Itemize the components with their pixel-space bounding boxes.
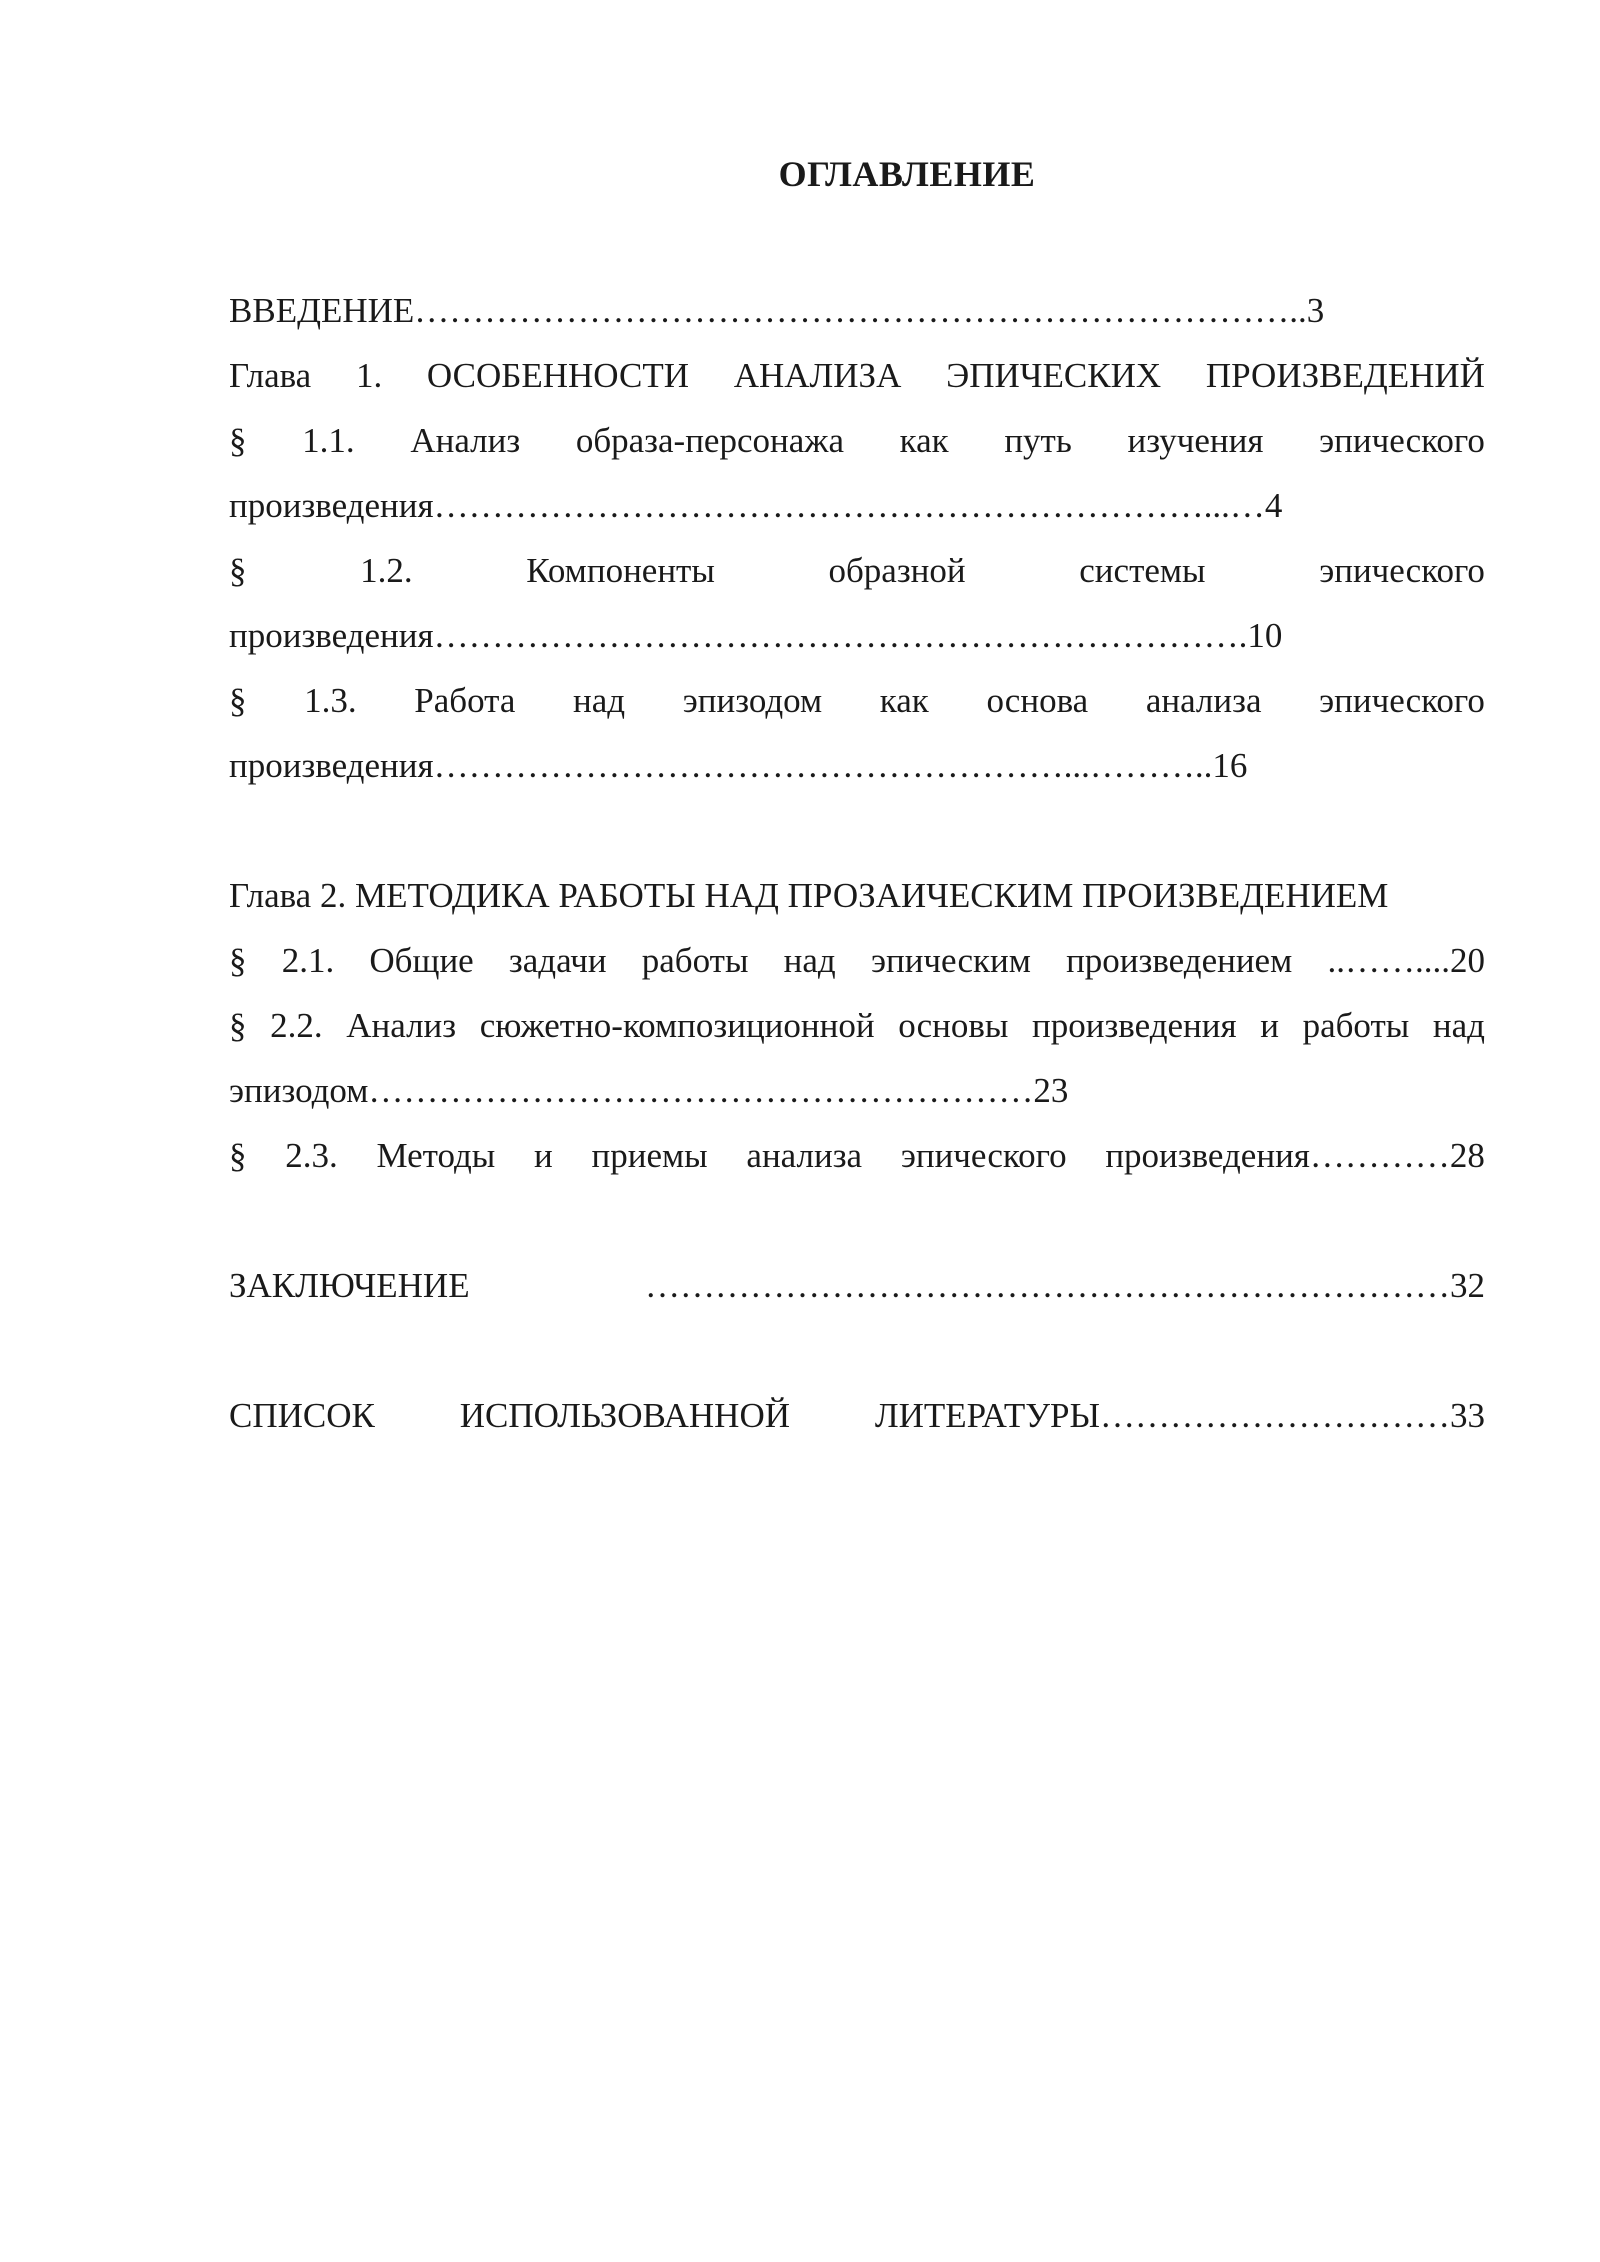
toc-word: эпическим: [870, 941, 1031, 980]
toc-word: ЭПИЧЕСКИХ: [946, 356, 1162, 395]
toc-word: §: [229, 1136, 247, 1175]
toc-entry-section-1-1: [229, 408, 1485, 473]
toc-word: анализа: [1145, 681, 1262, 720]
toc-entry-section-2-2: [229, 993, 1485, 1058]
toc-word: над: [573, 681, 626, 720]
toc-word: работы: [1302, 1006, 1410, 1045]
toc-word: произведения: [1032, 1006, 1237, 1045]
toc-word: §: [229, 421, 247, 460]
toc-word: 2.1.: [281, 941, 335, 980]
toc-word: Компоненты: [526, 551, 715, 590]
toc-word: 2.2.: [270, 1006, 323, 1045]
toc-word: 1.2.: [360, 551, 413, 590]
toc-word: эпизодом: [682, 681, 823, 720]
toc-entry-section-1-2: [229, 538, 1485, 603]
toc-entry-bibliography: [229, 1383, 1485, 1448]
toc-word: произведения…………28: [1105, 1136, 1485, 1175]
toc-word: 1.: [355, 356, 383, 395]
toc-word: анализа: [746, 1136, 863, 1175]
toc-word: §: [229, 1006, 247, 1045]
toc-word: ИСПОЛЬЗОВАННОЙ: [459, 1396, 791, 1435]
toc-word: эпического: [1319, 681, 1485, 720]
toc-entry-conclusion: [229, 1253, 1485, 1318]
toc-word: Методы: [376, 1136, 496, 1175]
toc-word: 2.3.: [285, 1136, 338, 1175]
toc-entry-section-2-2-continuation: эпизодом…………………………………………………23: [229, 1071, 1069, 1110]
toc-word: произведением: [1066, 941, 1293, 980]
toc-entry-section-1-3: [229, 668, 1485, 733]
toc-word: эпического: [900, 1136, 1067, 1175]
toc-word: Работа: [414, 681, 516, 720]
toc-word: ..……....20: [1327, 941, 1485, 980]
conclusion-label: ЗАКЛЮЧЕНИЕ: [229, 1266, 470, 1305]
toc-word: 1.1.: [302, 421, 355, 460]
toc-word: §: [229, 551, 247, 590]
toc-word: Глава: [229, 356, 312, 395]
toc-word: приемы: [591, 1136, 708, 1175]
toc-word: §: [229, 941, 247, 980]
toc-word: образа-персонажа: [575, 421, 844, 460]
toc-word: путь: [1004, 421, 1072, 460]
toc-word: над: [1432, 1006, 1485, 1045]
toc-word: и: [534, 1136, 553, 1175]
toc-entry-section-2-3: [229, 1123, 1485, 1188]
toc-entry-section-1-1-continuation: произведения…………………………………………………………...…4: [229, 486, 1283, 525]
toc-word: основы: [898, 1006, 1009, 1045]
toc-word: АНАЛИЗА: [733, 356, 902, 395]
toc-word: эпического: [1319, 421, 1485, 460]
toc-word: ПРОИЗВЕДЕНИЙ: [1205, 356, 1485, 395]
toc-word: эпического: [1319, 551, 1485, 590]
toc-word: Общие: [369, 941, 474, 980]
toc-word: как: [899, 421, 949, 460]
toc-word: ОСОБЕННОСТИ: [426, 356, 689, 395]
toc-word: Анализ: [410, 421, 521, 460]
toc-word: и: [1260, 1006, 1279, 1045]
toc-word: §: [229, 681, 247, 720]
toc-word: задачи: [508, 941, 607, 980]
toc-word: над: [783, 941, 836, 980]
page-title: ОГЛАВЛЕНИЕ: [778, 154, 1036, 194]
toc-word: СПИСОК: [229, 1396, 375, 1435]
toc-word: основа: [986, 681, 1089, 720]
toc-word: работы: [641, 941, 749, 980]
toc-entry-section-2-1: [229, 928, 1485, 993]
toc-word: образной: [828, 551, 966, 590]
spacer: [229, 1318, 1485, 1383]
toc-word: как: [879, 681, 929, 720]
toc-word: системы: [1079, 551, 1206, 590]
toc-word: изучения: [1127, 421, 1264, 460]
toc-entry-chapter-2: Глава 2. МЕТОДИКА РАБОТЫ НАД ПРОЗАИЧЕСКИМ ПРОИЗВЕДЕНИЕМ: [229, 876, 1389, 915]
conclusion-leader: ……………………………………………………………32: [645, 1266, 1485, 1305]
spacer: [229, 798, 1485, 863]
toc-entry-section-1-3-continuation: произведения………………………………………………...………..16: [229, 746, 1248, 785]
toc-word: ЛИТЕРАТУРЫ…………………………33: [874, 1396, 1485, 1435]
toc-word: Анализ: [346, 1006, 457, 1045]
toc-entry-chapter-1: [229, 343, 1485, 408]
spacer: [229, 1188, 1485, 1253]
toc-entry-introduction: ВВЕДЕНИЕ…………………………………………………………………..3: [229, 291, 1325, 330]
toc-word: сюжетно-композиционной: [479, 1006, 875, 1045]
toc-word: 1.3.: [304, 681, 357, 720]
toc-entry-section-1-2-continuation: произведения…………………………………………………………….10: [229, 616, 1283, 655]
table-of-contents: [229, 278, 1485, 1448]
